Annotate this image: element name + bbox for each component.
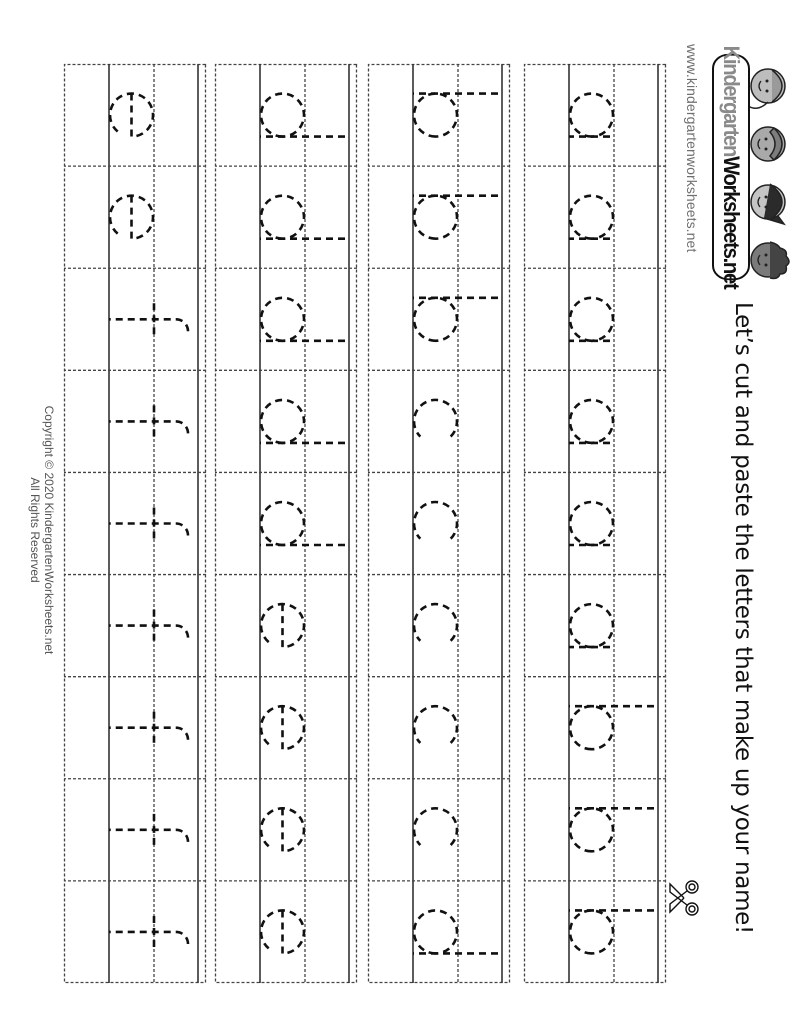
letter-strip-2	[368, 64, 510, 983]
letter-tile-d[interactable]	[215, 166, 357, 268]
letter-tile-e[interactable]	[64, 166, 206, 268]
letter-tile-c[interactable]	[368, 779, 510, 881]
letter-tile-a[interactable]	[524, 370, 666, 472]
logo-wordmark	[712, 45, 750, 289]
letter-strip-1	[524, 64, 666, 983]
letter-tile-f[interactable]	[64, 677, 206, 779]
letter-tile-c[interactable]	[368, 575, 510, 677]
letter-tile-d[interactable]	[215, 64, 357, 166]
letter-strip-graphic[interactable]	[215, 64, 357, 983]
letter-tile-b[interactable]	[368, 268, 510, 370]
letter-strip-graphic[interactable]	[524, 64, 666, 983]
letter-tile-e[interactable]	[64, 64, 206, 166]
letter-tile-c[interactable]	[368, 677, 510, 779]
letter-strip-4	[64, 64, 206, 983]
letter-tile-b[interactable]	[368, 64, 510, 166]
letter-tile-a[interactable]	[524, 166, 666, 268]
letter-tile-d[interactable]	[215, 472, 357, 574]
letter-tile-f[interactable]	[64, 881, 206, 983]
logo-text-kindergarten: Kindergarten	[719, 45, 744, 157]
letter-tile-f[interactable]	[64, 370, 206, 472]
copyright-line-2: All Rights Reserved	[28, 477, 42, 583]
letter-tile-e[interactable]	[215, 779, 357, 881]
letter-tile-b[interactable]	[524, 881, 666, 983]
letter-tile-b[interactable]	[524, 677, 666, 779]
letter-tile-f[interactable]	[64, 472, 206, 574]
letter-tile-c[interactable]	[368, 472, 510, 574]
site-logo	[700, 44, 796, 292]
letter-tile-f[interactable]	[64, 779, 206, 881]
letter-tile-f[interactable]	[64, 268, 206, 370]
letter-tile-b[interactable]	[524, 779, 666, 881]
letter-tile-d[interactable]	[368, 881, 510, 983]
logo-text-worksheets: Worksheets.net	[719, 156, 744, 289]
letter-tile-a[interactable]	[524, 472, 666, 574]
letter-tile-d[interactable]	[215, 268, 357, 370]
letter-strip-graphic[interactable]	[368, 64, 510, 983]
letter-tile-a[interactable]	[524, 268, 666, 370]
letter-tile-e[interactable]	[215, 881, 357, 983]
letter-tile-a[interactable]	[524, 64, 666, 166]
letter-tile-c[interactable]	[368, 370, 510, 472]
copyright-line-1: Copyright © 2020 KindergartenWorksheets.net	[42, 405, 56, 655]
page-title: Let’s cut and paste the letters that make up your name!	[730, 302, 756, 934]
letter-tile-d[interactable]	[215, 370, 357, 472]
letter-strip-3	[215, 64, 357, 983]
scissors-icon	[666, 878, 700, 922]
letter-tile-a[interactable]	[524, 575, 666, 677]
letter-tile-e[interactable]	[215, 677, 357, 779]
letter-tile-b[interactable]	[368, 166, 510, 268]
letter-strip-graphic[interactable]	[64, 64, 206, 983]
copyright-notice	[28, 380, 56, 680]
kids-illustration-icon	[746, 56, 794, 286]
site-url: www.kindergartenworksheets.net	[684, 44, 700, 253]
letter-tile-e[interactable]	[215, 575, 357, 677]
letter-tile-f[interactable]	[64, 575, 206, 677]
